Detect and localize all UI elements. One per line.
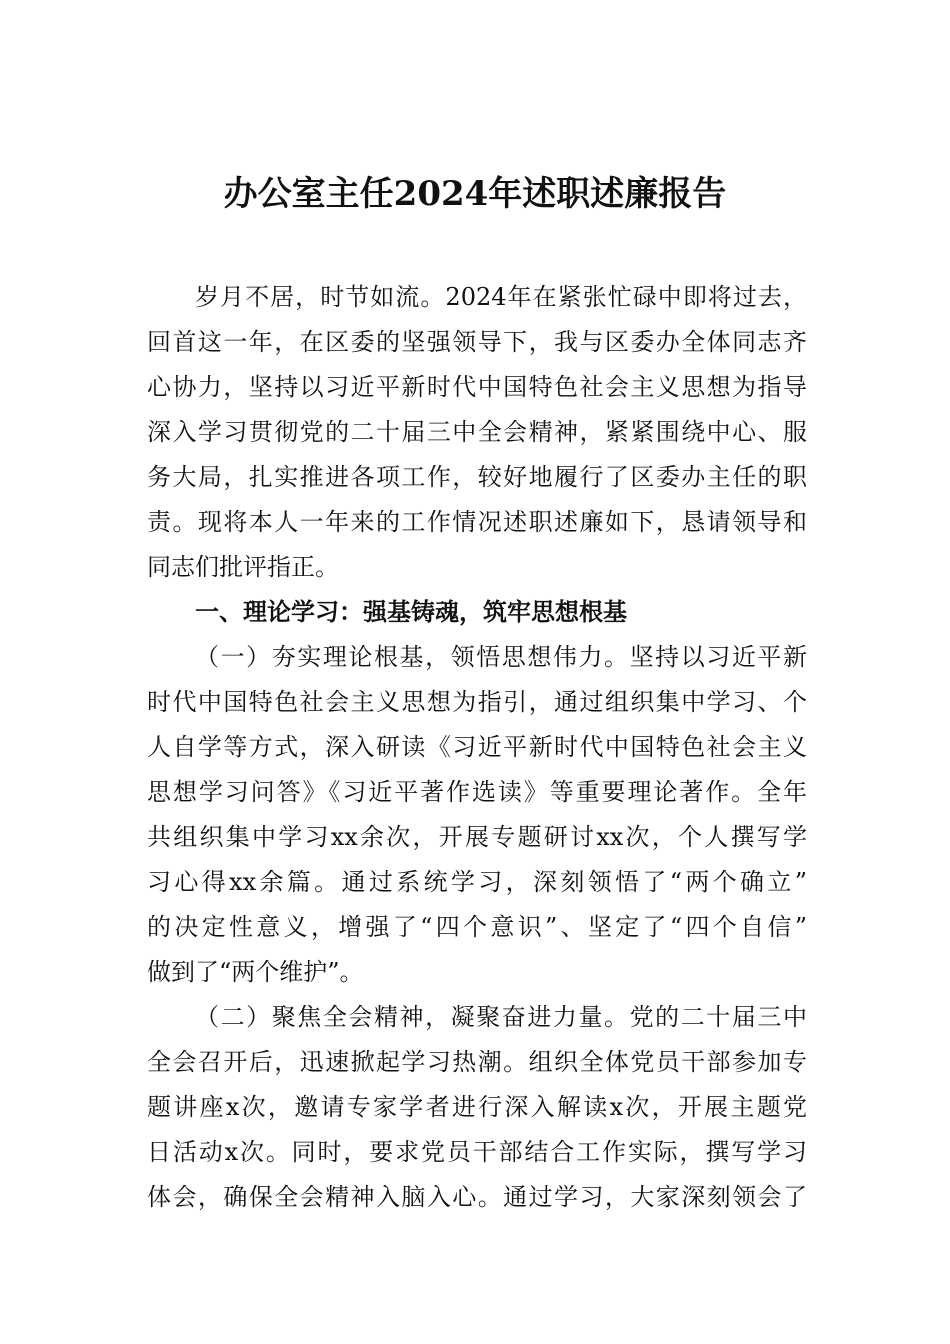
intro-line: 深入学习贯彻党的二十届三中全会精神，紧紧围绕中心、服 — [147, 418, 807, 446]
intro-line: 务大局，扎实推进各项工作，较好地履行了区委办主任的职 — [147, 463, 807, 491]
paragraph-line: 思想学习问答》《习近平著作选读》等重要理论著作。全年 — [147, 778, 807, 806]
paragraph-line: （二）聚焦全会精神，凝聚奋进力量。党的二十届三中 — [195, 1003, 807, 1031]
paragraph-line: 日活动x次。同时，要求党员干部结合工作实际，撰写学习 — [147, 1138, 807, 1166]
paragraph-line: 习心得xx余篇。通过系统学习，深刻领悟了“两个确立” — [147, 868, 807, 896]
section-heading: 一、理论学习：强基铸魂，筑牢思想根基 — [195, 598, 627, 626]
paragraph-line: 人自学等方式，深入研读《习近平新时代中国特色社会主义 — [147, 733, 807, 761]
intro-line: 回首这一年，在区委的坚强领导下，我与区委办全体同志齐 — [147, 328, 807, 356]
paragraph-line: 题讲座x次，邀请专家学者进行深入解读x次，开展主题党 — [147, 1093, 807, 1121]
intro-line: 岁月不居，时节如流。2024年在紧张忙碌中即将过去， — [195, 283, 807, 311]
intro-line: 责。现将本人一年来的工作情况述职述廉如下，恳请领导和 — [147, 508, 807, 536]
paragraph-line: 的决定性意义，增强了“四个意识”、坚定了“四个自信” — [147, 913, 807, 941]
paragraph-line: 做到了“两个维护”。 — [147, 958, 364, 986]
intro-line: 同志们批评指正。 — [147, 553, 339, 581]
paragraph-line: 全会召开后，迅速掀起学习热潮。组织全体党员干部参加专 — [147, 1048, 807, 1076]
document-title: 办公室主任2024年述职述廉报告 — [223, 174, 727, 214]
paragraph-line: 时代中国特色社会主义思想为指引，通过组织集中学习、个 — [147, 688, 807, 716]
intro-line: 心协力，坚持以习近平新时代中国特色社会主义思想为指导 — [147, 373, 807, 401]
paragraph-line: 共组织集中学习xx余次，开展专题研讨xx次，个人撰写学 — [147, 823, 807, 851]
paragraph-line: （一）夯实理论根基，领悟思想伟力。坚持以习近平新 — [195, 643, 807, 671]
paragraph-line: 体会，确保全会精神入脑入心。通过学习，大家深刻领会了 — [147, 1183, 807, 1211]
